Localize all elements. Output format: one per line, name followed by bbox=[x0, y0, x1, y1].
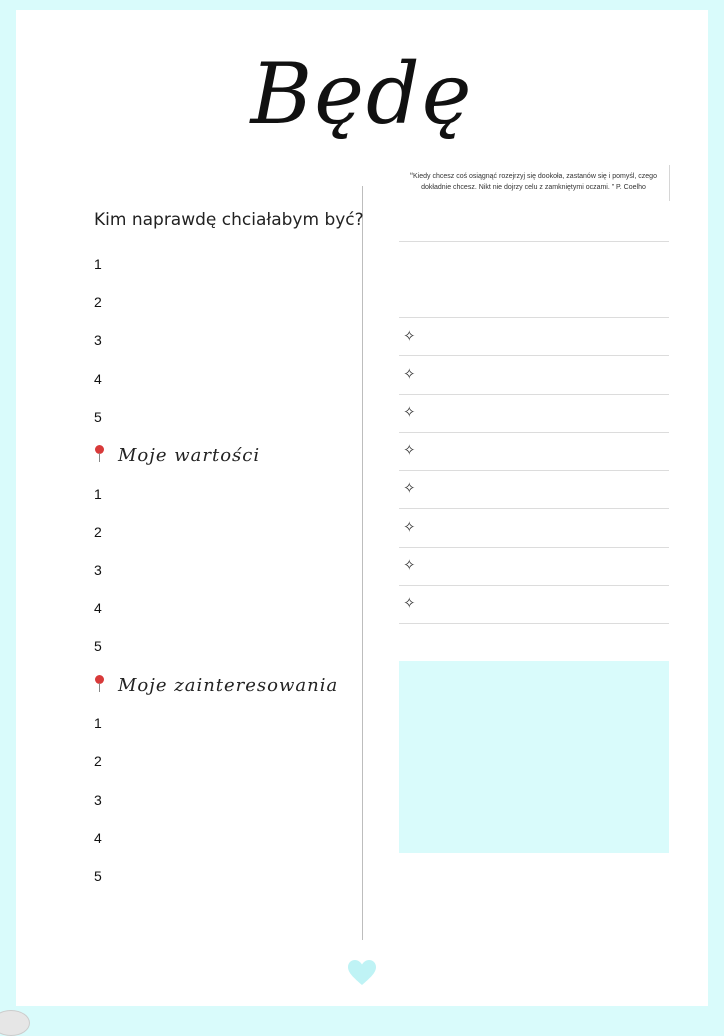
list-item-number: 1 bbox=[94, 256, 102, 272]
heart-icon bbox=[348, 960, 376, 986]
four-point-star-icon: ✧ bbox=[403, 518, 416, 536]
four-point-star-icon: ✧ bbox=[403, 556, 416, 574]
column-divider bbox=[362, 186, 363, 940]
list-item-number: 4 bbox=[94, 371, 102, 387]
quote-mark: “ bbox=[410, 171, 414, 181]
interests-title: Moje zainteresowania bbox=[118, 675, 339, 696]
pushpin-icon bbox=[94, 445, 106, 463]
list-item-number: 2 bbox=[94, 524, 102, 540]
values-heading bbox=[94, 445, 260, 466]
writing-line bbox=[399, 508, 669, 509]
question-heading: Kim naprawdę chciałabym być? bbox=[94, 210, 364, 230]
writing-line bbox=[399, 623, 669, 624]
values-title: Moje wartości bbox=[118, 445, 261, 466]
four-point-star-icon: ✧ bbox=[403, 594, 416, 612]
list-item-number: 3 bbox=[94, 562, 102, 578]
list-item-number: 1 bbox=[94, 486, 102, 502]
four-point-star-icon: ✧ bbox=[403, 327, 416, 345]
writing-line bbox=[399, 547, 669, 548]
list-item-number: 2 bbox=[94, 294, 102, 310]
quote-text: Kiedy chcesz coś osiągnąć rozejrzyj się dookoła, zastanów się i pomyśl, czego dokładnie chcesz. Nikt nie dojrzy celu z zamkniętymi oczami. ” P. Coelho bbox=[413, 173, 657, 191]
writing-line bbox=[399, 355, 669, 356]
notes-box bbox=[399, 661, 669, 853]
quote-box bbox=[398, 165, 670, 201]
list-item-number: 3 bbox=[94, 332, 102, 348]
list-item-number: 1 bbox=[94, 715, 102, 731]
list-item-number: 5 bbox=[94, 638, 102, 654]
interests-heading bbox=[94, 675, 338, 696]
list-item-number: 3 bbox=[94, 792, 102, 808]
page-title: Będę bbox=[250, 45, 474, 143]
writing-line bbox=[399, 394, 669, 395]
four-point-star-icon: ✧ bbox=[403, 403, 416, 421]
four-point-star-icon: ✧ bbox=[403, 441, 416, 459]
writing-line bbox=[399, 241, 669, 242]
list-item-number: 4 bbox=[94, 600, 102, 616]
list-item-number: 2 bbox=[94, 753, 102, 769]
four-point-star-icon: ✧ bbox=[403, 365, 416, 383]
writing-line bbox=[399, 317, 669, 318]
list-item-number: 5 bbox=[94, 868, 102, 884]
writing-line bbox=[399, 585, 669, 586]
writing-line bbox=[399, 470, 669, 471]
list-item-number: 4 bbox=[94, 830, 102, 846]
four-point-star-icon: ✧ bbox=[403, 479, 416, 497]
writing-line bbox=[399, 432, 669, 433]
page-corner-badge bbox=[0, 1010, 30, 1036]
list-item-number: 5 bbox=[94, 409, 102, 425]
pushpin-icon bbox=[94, 675, 106, 693]
